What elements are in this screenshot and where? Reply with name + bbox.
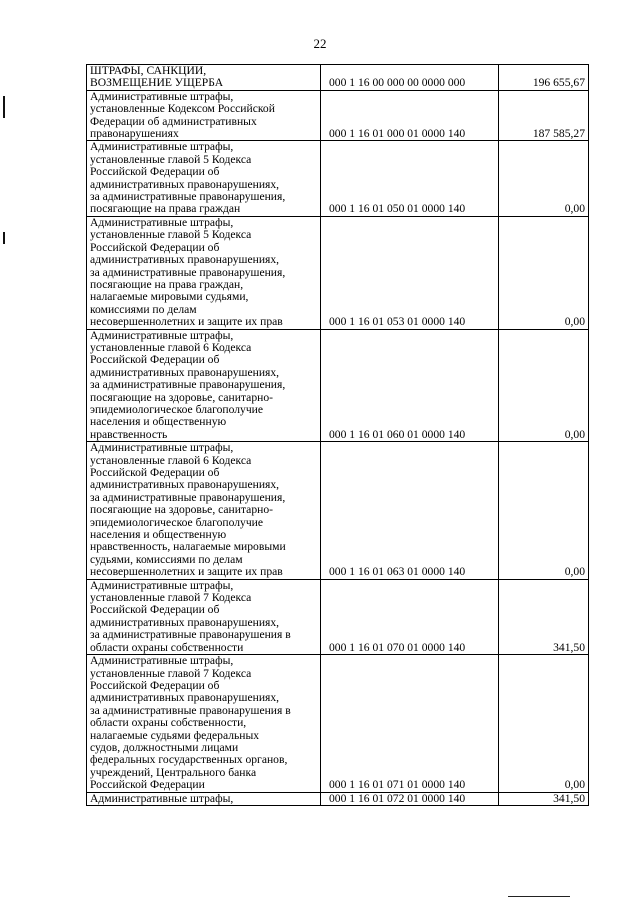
revenue-name-line: за административные правонарушения в [90, 628, 291, 642]
budget-code-cell: 000 1 16 01 000 01 0000 140 [321, 90, 499, 141]
revenue-name-cell [87, 579, 321, 654]
table-row [87, 141, 589, 216]
revenue-name-line: установленные главой 7 Кодекса [90, 591, 252, 605]
revenue-name-line: установленные главой 7 Кодекса [90, 666, 252, 680]
revenue-name-line: Административные штрафы, [90, 441, 234, 455]
revenue-name-line: нравственность, налагаемые мировыми [90, 540, 286, 554]
table-row [87, 329, 589, 442]
page-number: 22 [313, 36, 327, 51]
revenue-name-line: налагаемые судьями федеральных [90, 728, 260, 742]
table-row [87, 655, 589, 792]
amount-cell: 341,50 [499, 792, 589, 805]
revenue-name-line: посягающие на здоровье, санитарно- [90, 503, 273, 517]
revenue-name-line: посягающие на права граждан, [90, 277, 244, 291]
amount-cell: 187 585,27 [499, 90, 589, 141]
revenue-name-cell [87, 216, 321, 329]
budget-code-cell: 000 1 16 01 060 01 0000 140 [321, 329, 499, 442]
revenue-name-cell [87, 329, 321, 442]
amount-cell: 341,50 [499, 579, 589, 654]
revenue-name-line: эпидемиологическое благополучие [90, 515, 264, 529]
revenue-name-line: налагаемые мировыми судьями, [90, 290, 249, 304]
margin-mark [3, 96, 5, 118]
revenue-name-line: посягающие на здоровье, санитарно- [90, 390, 273, 404]
revenue-name-line: несовершеннолетних и защите их прав [90, 565, 283, 579]
footer-rule [508, 896, 570, 897]
margin-mark [3, 232, 5, 244]
revenue-name-line: Административные штрафы, [90, 654, 234, 668]
revenue-name-line: административных правонарушениях, [90, 478, 280, 492]
revenue-name-line: Административные штрафы, [90, 578, 234, 592]
revenue-name-line: области охраны собственности [90, 640, 244, 654]
amount-cell: 0,00 [499, 655, 589, 792]
budget-code-cell: 000 1 16 01 050 01 0000 140 [321, 141, 499, 216]
revenue-name-line: ВОЗМЕЩЕНИЕ УЩЕРБА [90, 76, 224, 90]
amount-cell: 0,00 [499, 442, 589, 579]
amount-cell: 0,00 [499, 216, 589, 329]
revenue-name-line: Российской Федерации [90, 778, 205, 792]
revenue-name-line: Российской Федерации об [90, 678, 220, 692]
budget-code-cell: 000 1 16 01 063 01 0000 140 [321, 442, 499, 579]
table-row [87, 216, 589, 329]
table-row [87, 792, 589, 805]
revenue-name-line: установленные главой 5 Кодекса [90, 228, 252, 242]
revenue-table [86, 64, 589, 806]
revenue-name-line: учреждений, Центрального банка [90, 765, 257, 779]
revenue-name-line: населения и общественную [90, 528, 227, 542]
revenue-name-line: ШТРАФЫ, САНКЦИИ, [90, 64, 207, 77]
revenue-name-line: административных правонарушениях, [90, 253, 280, 267]
revenue-name-line: посягающие на права граждан [90, 202, 241, 216]
amount-cell: 0,00 [499, 329, 589, 442]
revenue-name-line: Российской Федерации об [90, 466, 220, 479]
table-row [87, 579, 589, 654]
budget-code-cell: 000 1 16 00 000 00 0000 000 [321, 65, 499, 91]
revenue-name-cell [87, 442, 321, 579]
revenue-name-line: Административные штрафы, [90, 89, 234, 103]
table-row [87, 65, 589, 91]
revenue-name-line: федеральных государственных органов, [90, 753, 288, 767]
revenue-name-line: Административные штрафы, [90, 791, 234, 805]
revenue-name-line: Административные штрафы, [90, 140, 234, 154]
revenue-name-line: установленные Кодексом Российской [90, 102, 275, 116]
revenue-name-line: административных правонарушениях, [90, 691, 280, 705]
revenue-name-line: Административные штрафы, [90, 328, 234, 342]
amount-cell: 0,00 [499, 141, 589, 216]
revenue-name-cell [87, 65, 321, 91]
revenue-name-cell [87, 141, 321, 216]
revenue-name-line: населения и общественную [90, 415, 227, 429]
budget-code-cell: 000 1 16 01 072 01 0000 140 [321, 792, 499, 805]
revenue-name-line: за административные правонарушения, [90, 190, 286, 204]
budget-code-cell: 000 1 16 01 053 01 0000 140 [321, 216, 499, 329]
revenue-name-line: области охраны собственности, [90, 716, 247, 730]
revenue-name-line: Российской Федерации об [90, 240, 220, 254]
revenue-name-line: судов, должностными лицами [90, 740, 239, 754]
table-row [87, 442, 589, 579]
revenue-name-line: за административные правонарушения в [90, 703, 291, 717]
revenue-name-line: установленные главой 5 Кодекса [90, 152, 252, 166]
revenue-name-cell [87, 655, 321, 792]
revenue-name-line: установленные главой 6 Кодекса [90, 340, 252, 354]
revenue-name-line: Российской Федерации об [90, 603, 220, 617]
revenue-name-line: административных правонарушениях, [90, 615, 280, 629]
revenue-name-line: за административные правонарушения, [90, 378, 286, 392]
revenue-name-line: за административные правонарушения, [90, 490, 286, 504]
revenue-name-line: административных правонарушениях, [90, 177, 280, 191]
table-row [87, 90, 589, 141]
amount-cell: 196 655,67 [499, 65, 589, 91]
revenue-name-line: Российской Федерации об [90, 165, 220, 179]
budget-code-cell: 000 1 16 01 071 01 0000 140 [321, 655, 499, 792]
revenue-name-line: эпидемиологическое благополучие [90, 402, 264, 416]
revenue-name-line: комиссиями по делам [90, 302, 197, 316]
revenue-name-line: Административные штрафы, [90, 215, 234, 229]
budget-code-cell: 000 1 16 01 070 01 0000 140 [321, 579, 499, 654]
revenue-name-line: установленные главой 6 Кодекса [90, 453, 252, 467]
revenue-name-line: правонарушениях [90, 127, 179, 141]
revenue-name-line: нравственность [90, 427, 168, 441]
revenue-name-line: несовершеннолетних и защите их прав [90, 315, 283, 329]
revenue-name-line: за административные правонарушения, [90, 265, 286, 279]
revenue-name-cell [87, 792, 321, 805]
revenue-name-line: Федерации об административных [90, 114, 257, 128]
revenue-name-line: административных правонарушениях, [90, 365, 280, 379]
revenue-name-line: судьями, комиссиями по делам [90, 552, 243, 566]
revenue-name-cell [87, 90, 321, 141]
revenue-name-line: Российской Федерации об [90, 353, 220, 367]
